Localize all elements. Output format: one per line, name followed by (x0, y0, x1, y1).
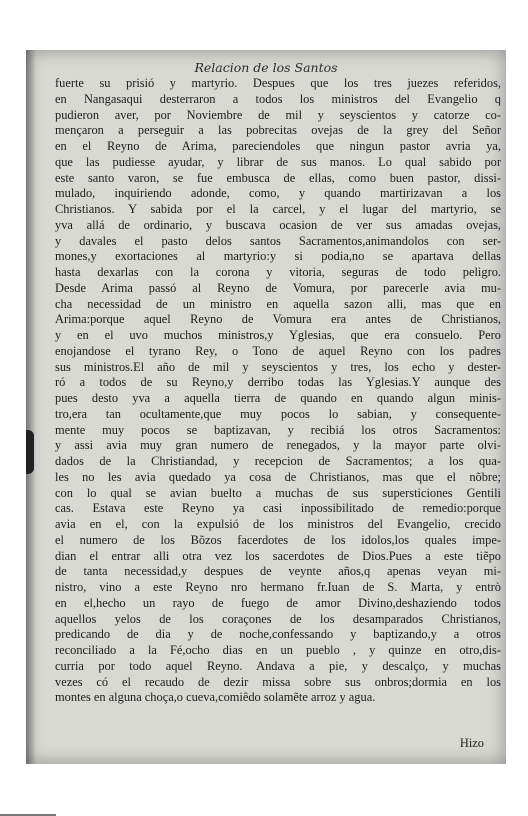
text-line: enojandose el tyrano Rey, o Tono de aquel Reyno con los padres (55, 343, 501, 358)
text-line: que las pudiesse ayudar, y librar de sus manos. Lo qual sabido por (55, 154, 501, 169)
text-line: Arima:porque aquel Reyno de Vomura era antes de Christianos, (55, 312, 501, 327)
book-page (26, 50, 506, 764)
text-line: dian el entrar alli otra vez los sacerdotes de Dios.Pues a este tiẽpo (55, 548, 501, 563)
page-body-text (55, 76, 501, 706)
running-header: Relacion de los Santos (194, 60, 338, 75)
text-line: aquellos yelos de los coraçones de los desamparados Christianos, (55, 611, 501, 626)
text-line: de tanta necessidad,y despues de veynte años,q apenas veyan mi- (55, 564, 501, 579)
catchword: Hizo (459, 736, 484, 750)
text-line: fuerte su prisió y martyrio. Despues que los tres juezes referidos, (55, 76, 501, 90)
text-line: cas. Estava este Reyno ya casi inpossibilitado de remedio:porque (55, 501, 501, 516)
text-line: este santo varon, se fue embusca de ellas, como buen pastor, dissi- (55, 170, 501, 185)
text-line: mente muy pocos se baptizavan, y recibiá los otros Sacramentos: (55, 422, 501, 437)
text-line: les no les avia quedado ya cosa de Christianos, mas que el nõbre; (55, 469, 501, 484)
text-line: sus ministros.El año de mil y seyscientos y tres, los echo y dester- (55, 359, 501, 374)
text-line: mençaron a perseguir a las pobrecitas ovejas de la grey del Señor (55, 123, 501, 138)
text-line: tro,era tan ocultamente,que muy pocos lo sabian, y consequente- (55, 406, 501, 421)
text-line: cha necessidad de un ministro en aquella sazon alli, mas que en (55, 296, 501, 311)
text-line: y en el uvo muchos ministros,y Yglesias, que era consuelo. Pero (55, 328, 501, 342)
text-line: el numero de los Bõzos facerdotes de los idolos,los quales impe- (55, 532, 501, 547)
text-line: predicando de dia y de noche,confessando y baptizando,y a otros (55, 627, 501, 642)
text-line: avia en el, con la expulsió de los ministros del Evangelio, crecido (55, 517, 501, 531)
text-line: mulado, inquiriendo adonde, como, y quando martirizavan a los (55, 186, 501, 201)
text-line: y assi avia muy gran numero de renegados, y la mayor parte olvi- (55, 438, 501, 453)
text-line: pues desto yva a aquella tierra de quando en quando algun minis- (55, 391, 501, 405)
text-line: reconciliado a la Fé,ocho dias en un pueblo , y quinze en otro,dis- (55, 643, 501, 657)
page-edge-shadow (26, 430, 34, 474)
text-line: curria por todo aquel Reyno. Andava a pie, y descalço, y muchas (55, 658, 501, 673)
text-line: en el,hecho un rayo de fuego de amor Divino,deshaziendo todos (55, 595, 501, 610)
text-line: vezes có el recaudo de dezir missa sobre sus onbros;dormia en los (55, 674, 501, 689)
text-line: en Nangasaqui desterraron a todos los ministros del Evangelio q (55, 91, 501, 106)
text-line: yva allá de ordinario, y buscava ocasion de ver sus amadas ovejas, (55, 217, 501, 232)
text-line: Christianos. Y sabida por el la carcel, y el lugar del martyrio, se (55, 202, 501, 216)
text-line: mones,y exortaciones al martyrio:y si podia,no se apartava dellas (55, 249, 501, 264)
text-line: Desde Arima passó al Reyno de Vomura, por parecerle avia mu- (55, 280, 501, 295)
text-line: pudieron aver, por Noviembre de mil y seyscientos y catorze co- (55, 107, 501, 122)
text-line: en el Reyno de Arima, pareciendoles que ningun pastor avria ya, (55, 139, 501, 153)
text-line: hasta dexarlas con la corona y vitoria, seguras de todo peligro. (55, 265, 501, 279)
text-line: nistro, vino a este Reyno nro hermano fr.Iuan de S. Marta, y entrò (55, 580, 501, 594)
text-line: con lo qual se avian buelto a muchas de sus supersticiones Gentili (55, 485, 501, 500)
text-line: montes en alguna choça,o cueva,comiêdo solamẽte arroz y agua. (55, 690, 376, 705)
text-line: dados de la Christiandad, y recepcion de Sacramentos; a los qua- (55, 454, 501, 468)
text-line: ró a todos de su Reyno,y derribo todas las Yglesias.Y aunque des (55, 375, 501, 390)
text-line: y davales el pasto delos santos Sacramentos,animandolos con ser- (55, 233, 501, 248)
